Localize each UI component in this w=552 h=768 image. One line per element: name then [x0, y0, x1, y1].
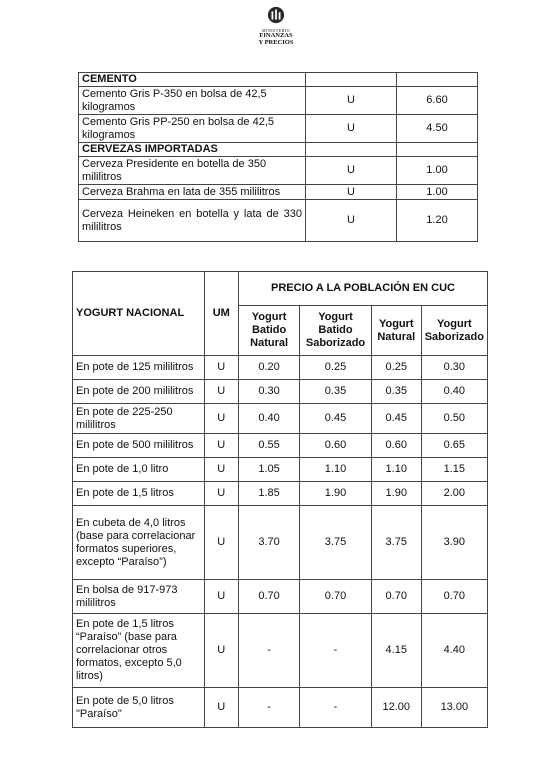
cell-um: U	[306, 87, 397, 115]
cell-description: En bolsa de 917-973 mililitros	[73, 580, 205, 614]
cell-um: U	[204, 356, 239, 380]
header-price-group: PRECIO A LA POBLACIÓN EN CUC	[239, 272, 488, 306]
header-product: YOGURT NACIONAL	[73, 272, 205, 356]
cell-price: 1.10	[300, 458, 372, 482]
cell-price: 3.75	[300, 506, 372, 580]
cell-price: 3.90	[421, 506, 487, 580]
cell-price: -	[300, 614, 372, 688]
subheader-saborizado: Yogurt Saborizado	[421, 306, 487, 356]
cell-price: 0.70	[421, 580, 487, 614]
cell-price: 4.15	[371, 614, 421, 688]
table-row	[73, 458, 488, 482]
cell-description: En pote de 125 mililitros	[73, 356, 205, 380]
cell-price: 0.30	[239, 380, 300, 404]
cell-description: En pote de 1,0 litro	[73, 458, 205, 482]
header-um: UM	[204, 272, 239, 356]
cell-description: En pote de 5,0 litros "Paraíso"	[73, 688, 205, 728]
table-row	[79, 185, 478, 200]
cell-price: 0.50	[421, 404, 487, 434]
table-row	[73, 356, 488, 380]
ministry-logo	[246, 6, 306, 46]
yogurt-price-table	[72, 271, 488, 728]
cell-description: En pote de 1,5 litros “Paraíso” (base para correlacionar otros formatos, excepto 5,0 litros)	[73, 614, 205, 688]
cell-um: U	[306, 200, 397, 242]
cell-description: Cerveza Presidente en botella de 350 mililitros	[79, 157, 306, 185]
cell-price: 0.55	[239, 434, 300, 458]
section-header: CERVEZAS IMPORTADAS	[79, 143, 306, 157]
table-row	[73, 380, 488, 404]
cell-price: 0.30	[421, 356, 487, 380]
cell-description: Cemento Gris PP-250 en bolsa de 42,5 kilogramos	[79, 115, 306, 143]
cell-description: Cerveza Brahma en lata de 355 mililitros	[79, 185, 306, 200]
table-row	[79, 143, 478, 157]
cell-price: -	[239, 614, 300, 688]
cell-price: 0.25	[300, 356, 372, 380]
cell-um: U	[204, 458, 239, 482]
cell-um: U	[204, 404, 239, 434]
cell-description: En pote de 225-250 mililitros	[73, 404, 205, 434]
table-row	[79, 87, 478, 115]
cell-price: 0.70	[371, 580, 421, 614]
cell-description: Cerveza Heineken en botella y lata de 330 mililitros	[79, 200, 306, 242]
cell-price: 0.60	[300, 434, 372, 458]
section-header: CEMENTO	[79, 73, 306, 87]
cell-price: 0.45	[300, 404, 372, 434]
cell-price: 0.35	[371, 380, 421, 404]
cell-um: U	[204, 434, 239, 458]
table-row	[79, 157, 478, 185]
cell-um: U	[204, 506, 239, 580]
cell-price: 1.00	[397, 185, 478, 200]
table-row	[79, 73, 478, 87]
cell-price: 1.90	[371, 482, 421, 506]
cell-description: En pote de 200 mililitros	[73, 380, 205, 404]
subheader-batido-saborizado: Yogurt Batido Saborizado	[300, 306, 372, 356]
cell-um: U	[204, 580, 239, 614]
cell-price: 0.40	[421, 380, 487, 404]
cell-price: 4.50	[397, 115, 478, 143]
cement-beer-price-table	[78, 72, 478, 242]
cell-price: 3.75	[371, 506, 421, 580]
cell-price: 12.00	[371, 688, 421, 728]
building-logo-icon	[267, 6, 285, 24]
cell-um	[306, 143, 397, 157]
cell-price: 1.15	[421, 458, 487, 482]
cell-price: 0.70	[300, 580, 372, 614]
cell-um	[306, 73, 397, 87]
cell-price: 0.70	[239, 580, 300, 614]
cell-price: 1.10	[371, 458, 421, 482]
cell-price: 0.20	[239, 356, 300, 380]
cell-um: U	[204, 380, 239, 404]
cell-description: En cubeta de 4,0 litros (base para correlacionar formatos superiores, excepto “Paraíso”)	[73, 506, 205, 580]
cell-price: 3.70	[239, 506, 300, 580]
cell-um: U	[306, 185, 397, 200]
cell-price: 0.40	[239, 404, 300, 434]
cell-price: 0.35	[300, 380, 372, 404]
cell-price: 6.60	[397, 87, 478, 115]
subheader-natural: Yogurt Natural	[371, 306, 421, 356]
table-row	[73, 482, 488, 506]
cell-price: -	[239, 688, 300, 728]
cell-price: 1.20	[397, 200, 478, 242]
cell-price	[397, 143, 478, 157]
table-row	[73, 688, 488, 728]
table-row	[79, 200, 478, 242]
cell-description: Cemento Gris P-350 en bolsa de 42,5 kilogramos	[79, 87, 306, 115]
subheader-batido-natural: Yogurt Batido Natural	[239, 306, 300, 356]
table-row	[79, 115, 478, 143]
logo-line-2: FINANZAS	[259, 32, 293, 39]
table-header-row	[73, 272, 488, 306]
cell-price: 13.00	[421, 688, 487, 728]
table-row	[73, 434, 488, 458]
cell-description: En pote de 1,5 litros	[73, 482, 205, 506]
cell-price: -	[300, 688, 372, 728]
cell-price: 1.90	[300, 482, 372, 506]
cell-description: En pote de 500 mililitros	[73, 434, 205, 458]
cell-um: U	[204, 482, 239, 506]
table-row	[73, 580, 488, 614]
logo-line-3: Y PRECIOS	[258, 38, 294, 46]
cell-price: 1.85	[239, 482, 300, 506]
cell-price: 0.45	[371, 404, 421, 434]
cell-price: 0.65	[421, 434, 487, 458]
cell-um: U	[204, 614, 239, 688]
logo-line-1: MINISTERIO	[261, 28, 291, 33]
cell-price: 1.05	[239, 458, 300, 482]
cell-price: 2.00	[421, 482, 487, 506]
cell-um: U	[204, 688, 239, 728]
cell-price	[397, 73, 478, 87]
cell-price: 0.25	[371, 356, 421, 380]
table-row	[73, 614, 488, 688]
cell-price: 4.40	[421, 614, 487, 688]
cell-um: U	[306, 115, 397, 143]
table-row	[73, 404, 488, 434]
cell-price: 0.60	[371, 434, 421, 458]
cell-um: U	[306, 157, 397, 185]
table-row	[73, 506, 488, 580]
cell-price: 1.00	[397, 157, 478, 185]
